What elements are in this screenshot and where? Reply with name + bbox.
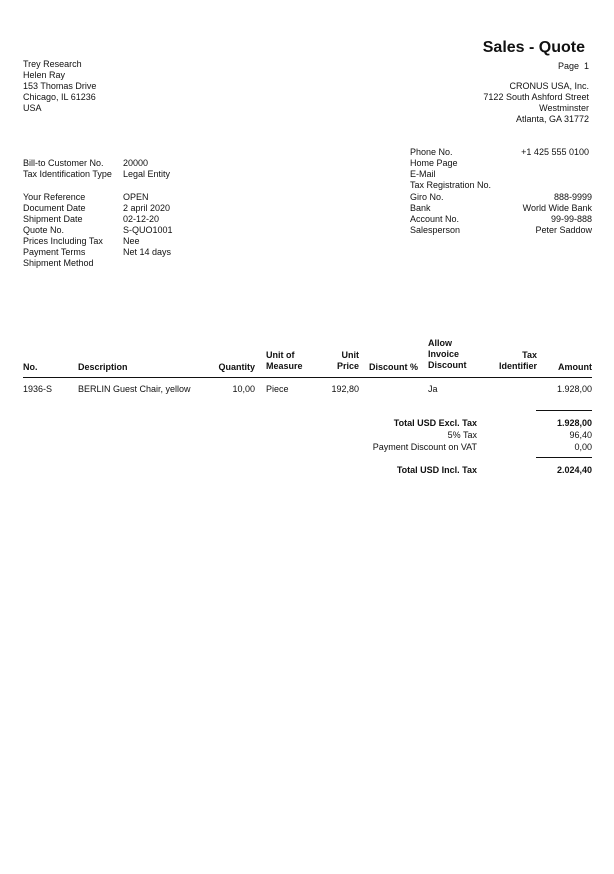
customer-address-line: Helen Ray <box>23 70 66 80</box>
company-address-line: CRONUS USA, Inc. <box>509 81 589 91</box>
field-value: Legal Entity <box>123 169 171 179</box>
field-label: Shipment Method <box>23 258 94 268</box>
field-label: Tax Identification Type <box>23 169 112 179</box>
field-value: S-QUO1001 <box>123 225 173 235</box>
header-line: Tax <box>522 350 537 360</box>
company-address-line: 7122 South Ashford Street <box>483 92 589 102</box>
tax-value: 96,40 <box>569 430 592 440</box>
cell-unit-of-measure: Piece <box>266 384 289 394</box>
field-value: 20000 <box>123 158 149 168</box>
header-line: Measure <box>266 361 303 371</box>
field-label: Bank <box>410 203 431 213</box>
header-allow-invoice-discount <box>428 338 467 371</box>
field-value: +1 425 555 0100 <box>521 147 589 157</box>
header-line: Unit of <box>266 350 295 360</box>
totals-bottom-rule <box>536 457 592 458</box>
field-label: Salesperson <box>410 225 461 235</box>
customer-address-line: Trey Research <box>23 59 82 69</box>
header-line: Price <box>336 361 359 371</box>
field-value: Net 14 days <box>123 247 172 257</box>
field-label: Quote No. <box>23 225 65 235</box>
field-value: 888-9999 <box>553 192 592 202</box>
cell-description: BERLIN Guest Chair, yellow <box>78 384 191 394</box>
field-label: Document Date <box>23 203 86 213</box>
header-quantity: Quantity <box>218 362 255 372</box>
document-title: Sales - Quote <box>482 39 585 56</box>
header-line: Unit <box>341 350 359 360</box>
header-line: Discount <box>428 360 467 370</box>
field-label: Tax Registration No. <box>410 180 492 190</box>
page-indicator <box>558 61 589 72</box>
header-line: Identifier <box>498 361 537 371</box>
field-label: Shipment Date <box>23 214 83 224</box>
header-unit-of-measure <box>266 350 303 372</box>
customer-address-line: USA <box>23 103 42 113</box>
header-amount: Amount <box>558 362 592 372</box>
cell-no: 1936-S <box>23 384 53 394</box>
header-no: No. <box>23 362 38 372</box>
cell-quantity: 10,00 <box>232 384 255 394</box>
tax-label: 5% Tax <box>447 430 477 440</box>
cell-allow-invoice-discount: Ja <box>428 384 438 394</box>
field-value: 2 april 2020 <box>123 203 171 213</box>
totals-top-rule <box>536 410 592 411</box>
company-address <box>483 81 589 125</box>
company-address-line: Atlanta, GA 31772 <box>515 114 589 124</box>
payment-discount-value: 0,00 <box>574 442 592 452</box>
header-line: Invoice <box>428 349 460 359</box>
cell-amount: 1.928,00 <box>556 384 592 394</box>
total-incl-tax-label: Total USD Incl. Tax <box>396 465 477 475</box>
customer-address <box>23 59 96 114</box>
field-label: Payment Terms <box>23 247 86 257</box>
field-label: Bill-to Customer No. <box>23 158 104 168</box>
customer-address-line: Chicago, IL 61236 <box>23 92 96 102</box>
field-label: Phone No. <box>410 147 453 157</box>
header-tax-identifier <box>499 350 537 372</box>
total-excl-tax-label: Total USD Excl. Tax <box>393 418 477 428</box>
field-label: E-Mail <box>410 169 436 179</box>
total-incl-tax-value: 2.024,40 <box>556 465 592 475</box>
company-address-line: Westminster <box>539 103 589 113</box>
cell-unit-price: 192,80 <box>331 384 359 394</box>
field-value: 99-99-888 <box>550 214 592 224</box>
total-excl-tax-value: 1.928,00 <box>556 418 592 428</box>
payment-discount-label: Payment Discount on VAT <box>372 442 477 452</box>
field-value: Peter Saddow <box>535 225 592 235</box>
header-unit-price <box>337 350 359 372</box>
customer-address-line: 153 Thomas Drive <box>23 81 97 91</box>
field-label: Prices Including Tax <box>23 236 103 246</box>
field-value: Nee <box>123 236 140 246</box>
field-label: Account No. <box>410 214 460 224</box>
page-number: 1 <box>583 61 589 71</box>
field-value: 02-12-20 <box>123 214 160 224</box>
header-discount: Discount % <box>368 362 418 372</box>
header-line: Allow <box>428 338 452 348</box>
field-label: Giro No. <box>410 192 444 202</box>
field-value: OPEN <box>123 192 149 202</box>
header-description: Description <box>78 362 128 372</box>
page-label: Page <box>557 61 579 71</box>
field-value: World Wide Bank <box>522 203 592 213</box>
field-label: Your Reference <box>23 192 86 202</box>
header-rule <box>23 377 592 378</box>
field-label: Home Page <box>410 158 458 168</box>
